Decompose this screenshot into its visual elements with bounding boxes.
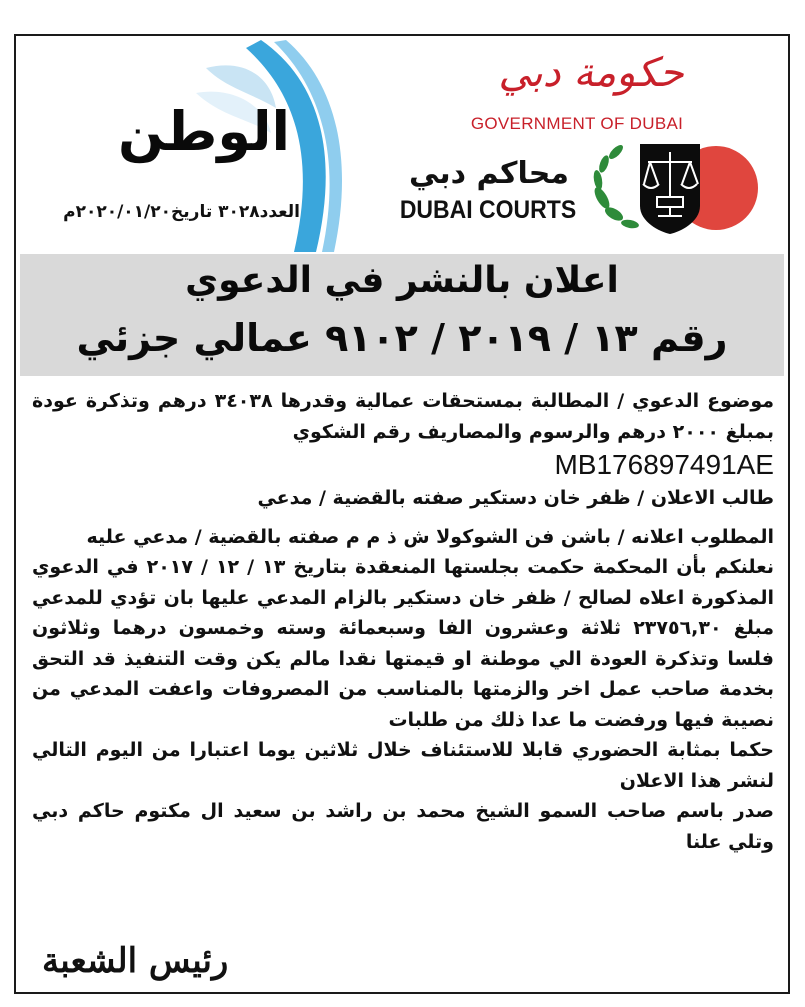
announcement-frame bbox=[14, 34, 790, 994]
courts-logo-arabic: محاكم دبي bbox=[409, 156, 569, 191]
courts-logo-english: DUBAI COURTS bbox=[399, 196, 577, 224]
scales-of-justice-icon bbox=[588, 136, 768, 236]
signature-title: رئيس الشعبة bbox=[42, 941, 229, 981]
complaint-reference: MB176897491AE bbox=[554, 449, 774, 480]
requester-line: طالب الاعلان / ظفر خان دستكير صفته بالقضية / مدعي bbox=[257, 487, 774, 509]
judgment-text: نعلنكم بأن المحكمة حكمت بجلستها المنعقدة بتاريخ ١٣ / ١٢ / ٢٠١٧ في الدعوي المذكورة اعلاه لصالح / ظفر خان دستكير بالزام المدعي عليها بان تؤدي للمدعي مبلغ ٢٣٧٥٦,٣٠ ثلاثة وعشرون الفا وسبعمائة وسته وخمسون درهما وثلاثون فلسا وتذكرة العودة الي موطنة او قيمتها نقدا مالم يكن وقت التنفيذ قد التحق بخدمة صاحب عمل اخر والزمتها بالمناسب من المصروفات واعفت المدعي من نصيبة فيها ورفضت ما عدا ذلك من طلبات bbox=[32, 556, 774, 731]
issue-number-date: العدد٣٠٢٨ تاريخ٢٠٢٠/٠١/٢٠م bbox=[63, 202, 300, 222]
newspaper-logo: الوطن bbox=[117, 100, 291, 163]
announcement-body bbox=[32, 386, 774, 857]
title-band bbox=[20, 254, 784, 376]
case-number: رقم ١٣ / ٢٠١٩ / ٩١٠٢ عمالي جزئي bbox=[76, 316, 728, 360]
respondent-line: المطلوب اعلانه / باشن فن الشوكولا ش ذ م م صفته بالقضية / مدعي عليه bbox=[86, 525, 774, 548]
announcement-title: اعلان بالنشر في الدعوي bbox=[185, 260, 619, 301]
header bbox=[16, 36, 788, 254]
case-subject: موضوع الدعوي / المطالبة بمستحقات عمالية وقدرها ٣٤٠٣٨ درهم وتذكرة عودة بمبلغ ٢٠٠٠ درهم والرسوم والمصاريف رقم الشكوي bbox=[32, 390, 774, 443]
issued-text: صدر باسم صاحب السمو الشيخ محمد بن راشد بن سعيد ال مكتوم حاكم دبي وتلي علنا bbox=[32, 800, 774, 853]
government-logo-english: GOVERNMENT OF DUBAI bbox=[470, 114, 684, 133]
government-logo-arabic: حكومة دبي bbox=[498, 50, 684, 96]
ruling-text: حكما بمثابة الحضوري قابلا للاستئناف خلال ثلاثين يوما اعتبارا من اليوم التالي لنشر هذا الاعلان bbox=[32, 739, 774, 792]
